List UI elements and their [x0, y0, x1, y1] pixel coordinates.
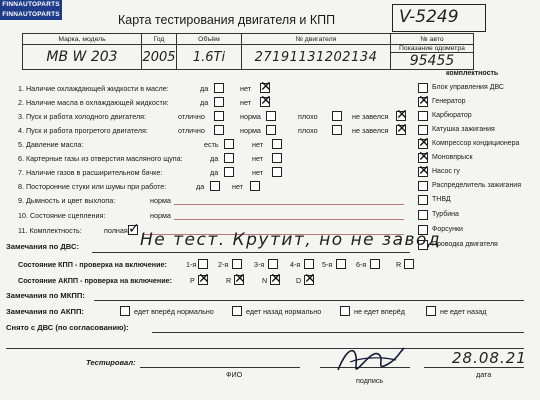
option-label: норма — [150, 211, 171, 220]
header-make-label: Марка, модель — [23, 34, 142, 45]
gear-checkbox[interactable] — [404, 259, 414, 269]
page-title: Карта тестирования двигателя и КПП — [118, 13, 336, 27]
kit-item-label: Проводка двигателя — [432, 241, 498, 248]
gear-label: P — [190, 276, 195, 285]
option-label: нет — [240, 98, 252, 107]
checkbox[interactable]: ✕ — [396, 121, 408, 137]
underline — [174, 219, 404, 220]
check-label: 10. Состояние сцепления: — [18, 211, 106, 220]
kit-item-label: Компрессор кондиционера — [432, 140, 520, 147]
gear-checkbox[interactable] — [336, 259, 346, 269]
option-label: не завелся — [352, 112, 389, 121]
option-label: отлично — [178, 112, 205, 121]
kit-item-label: ТНВД — [432, 196, 451, 203]
stamp-number: V-5249 — [399, 7, 459, 27]
checkbox[interactable] — [224, 153, 234, 163]
odometer-label: Показание одометра — [391, 45, 473, 53]
option-label: не завелся — [352, 126, 389, 135]
checkbox[interactable] — [272, 153, 282, 163]
underline — [6, 348, 524, 349]
akpp-remark-option: едет вперёд нормально — [134, 307, 214, 316]
kit-checkbox[interactable] — [418, 83, 428, 93]
header-car-no-label: № авто — [391, 34, 474, 45]
gear-label: 5-я — [322, 260, 333, 269]
akpp-remark-option: не едет назад — [440, 307, 487, 316]
option-label: плохо — [298, 112, 318, 121]
checkbox[interactable] — [214, 125, 224, 135]
option-label: отлично — [178, 126, 205, 135]
remarks-dvs-label: Замечания по ДВС: — [6, 242, 80, 251]
check-label: 7. Наличие газов в расширительном бачке: — [18, 168, 163, 177]
kit-item-label: Катушка зажигания — [432, 126, 495, 133]
kit-checkbox[interactable] — [418, 111, 428, 121]
date-value: 28.08.21 — [452, 349, 527, 367]
checkbox[interactable] — [332, 125, 342, 135]
option-label: да — [200, 98, 209, 107]
kit-checkbox[interactable] — [418, 125, 428, 135]
tested-label: Тестировал: — [86, 358, 136, 367]
odometer-value: 95455 — [409, 53, 455, 69]
check-label: 2. Наличие масла в охлаждающей жидкости: — [18, 98, 169, 107]
volume-value: 1.6Ti — [177, 45, 242, 70]
akpp-remark-checkbox[interactable] — [120, 306, 130, 316]
checkbox[interactable] — [224, 139, 234, 149]
checkbox[interactable] — [332, 111, 342, 121]
check-label: 11. Комплектность: — [18, 226, 82, 235]
kit-item-label: Форсунки — [432, 226, 463, 233]
kit-title: комплектность — [446, 70, 499, 77]
kpp-label: Состояние КПП - проверка на включение: — [18, 260, 167, 269]
kit-item-label: Блок управления ДВС — [432, 84, 504, 91]
gear-checkbox[interactable] — [268, 259, 278, 269]
removed-label: Снято с ДВС (по согласованию): — [6, 323, 129, 332]
gear-label: R — [226, 276, 232, 285]
check-label: 5. Давление масла: — [18, 140, 84, 149]
option-label: норма — [240, 126, 261, 135]
option-label: нет — [252, 140, 264, 149]
kit-checkbox[interactable]: ✕ — [418, 149, 430, 165]
checkbox[interactable] — [266, 125, 276, 135]
checkbox[interactable]: ✕ — [396, 107, 408, 123]
option-label: да — [200, 84, 209, 93]
option-label: нет — [252, 154, 264, 163]
checkbox[interactable] — [214, 83, 224, 93]
gear-label: D — [296, 276, 302, 285]
underline — [140, 367, 300, 368]
stamp-number-box — [392, 4, 486, 32]
remarks-dvs-text: Не тест. Крутит, но не завод — [140, 230, 442, 250]
gear-checkbox[interactable]: ✕ — [270, 271, 282, 287]
checkbox[interactable]: ✕ — [260, 79, 272, 95]
kit-checkbox[interactable] — [418, 210, 428, 220]
option-label: да — [196, 182, 205, 191]
check-label: 8. Посторонние стуки или шумы при работе: — [18, 182, 167, 191]
kit-checkbox[interactable] — [418, 195, 428, 205]
underline — [94, 300, 524, 301]
checkbox[interactable] — [210, 181, 220, 191]
gear-checkbox[interactable]: ✕ — [234, 271, 246, 287]
akpp-remarks-label: Замечания по АКПП: — [6, 307, 84, 316]
kit-checkbox[interactable]: ✕ — [418, 93, 430, 109]
option-label: норма — [240, 112, 261, 121]
checkbox[interactable] — [250, 181, 260, 191]
signature-label: подпись — [356, 376, 384, 385]
checkbox[interactable]: ✕ — [260, 93, 272, 109]
year-value: 2005 — [142, 45, 177, 70]
kit-checkbox[interactable] — [418, 181, 428, 191]
gear-checkbox[interactable] — [304, 259, 314, 269]
checkbox[interactable] — [272, 139, 282, 149]
akpp-remark-checkbox[interactable] — [340, 306, 350, 316]
akpp-remark-option: едет назад нормально — [246, 307, 322, 316]
option-label: да — [210, 168, 219, 177]
checkbox[interactable] — [272, 167, 282, 177]
check-label: 9. Дымность и цвет выхлопа: — [18, 196, 116, 205]
odometer-cell — [391, 45, 474, 70]
header-volume-label: Объём — [177, 34, 242, 45]
gear-label: N — [262, 276, 268, 285]
option-label: нет — [240, 84, 252, 93]
underline — [92, 252, 410, 253]
kit-item-label: Карбюратор — [432, 112, 472, 119]
gear-checkbox[interactable] — [198, 259, 208, 269]
underline — [152, 332, 524, 333]
signature-scribble — [330, 340, 410, 380]
gear-label: 3-я — [254, 260, 265, 269]
date-label: дата — [476, 370, 492, 379]
option-label: да — [210, 154, 219, 163]
kit-item-label: Распределитель зажигания — [432, 182, 522, 189]
kit-item-label: Моновпрыск — [432, 154, 473, 161]
gear-checkbox[interactable] — [370, 259, 380, 269]
akpp-label: Состояние АКПП - проверка на включение: — [18, 276, 173, 285]
option-label: плохо — [298, 126, 318, 135]
mkpp-remarks-label: Замечания по МКПП: — [6, 291, 85, 300]
akpp-remark-option: не едет вперёд — [354, 307, 405, 316]
gear-label: 4-я — [290, 260, 301, 269]
fio-label: ФИО — [226, 370, 243, 379]
check-label: 4. Пуск и работа прогретого двигателя: — [18, 126, 148, 135]
gear-label: 6-я — [356, 260, 367, 269]
check-label: 6. Картерные газы из отверстия масляного щупа: — [18, 154, 183, 163]
gear-label: R — [396, 260, 402, 269]
gear-label: 1-я — [186, 260, 197, 269]
gear-checkbox[interactable] — [232, 259, 242, 269]
gear-label: 2-я — [218, 260, 229, 269]
checkbox[interactable] — [214, 111, 224, 121]
checkbox[interactable] — [266, 111, 276, 121]
option-label: норма — [150, 196, 171, 205]
option-label: нет — [232, 182, 244, 191]
kit-item-label: Турбина — [432, 211, 459, 218]
finnautoparts-logo: FINNAUTOPARTS FINNAUTOPARTS — [0, 0, 62, 20]
checkbox[interactable]: ✓ — [128, 221, 140, 237]
akpp-remark-checkbox[interactable] — [426, 306, 436, 316]
gear-checkbox[interactable]: ✕ — [304, 271, 316, 287]
kit-checkbox[interactable]: ✕ — [418, 163, 430, 179]
header-year-label: Год — [142, 34, 177, 45]
make-value: MB W 203 — [23, 45, 142, 70]
underline — [424, 367, 524, 368]
option-label: есть — [204, 140, 219, 149]
gear-checkbox[interactable]: ✕ — [198, 271, 210, 287]
checkbox[interactable] — [214, 97, 224, 107]
option-label: полная — [104, 226, 128, 235]
header-engine-label: № двигателя — [242, 34, 391, 45]
option-label: нет — [252, 168, 264, 177]
engine-no-value: 27191131202134 — [242, 45, 391, 70]
kit-checkbox[interactable]: ✕ — [418, 135, 430, 151]
underline — [174, 204, 404, 205]
vehicle-header-table — [22, 33, 474, 70]
checkbox[interactable] — [224, 167, 234, 177]
kit-item-label: Насос гу — [432, 168, 460, 175]
check-label: 1. Наличие охлаждающей жидкости в масле: — [18, 84, 169, 93]
check-label: 3. Пуск и работа холодного двигателя: — [18, 112, 147, 121]
akpp-remark-checkbox[interactable] — [232, 306, 242, 316]
kit-item-label: Генератор — [432, 98, 466, 105]
